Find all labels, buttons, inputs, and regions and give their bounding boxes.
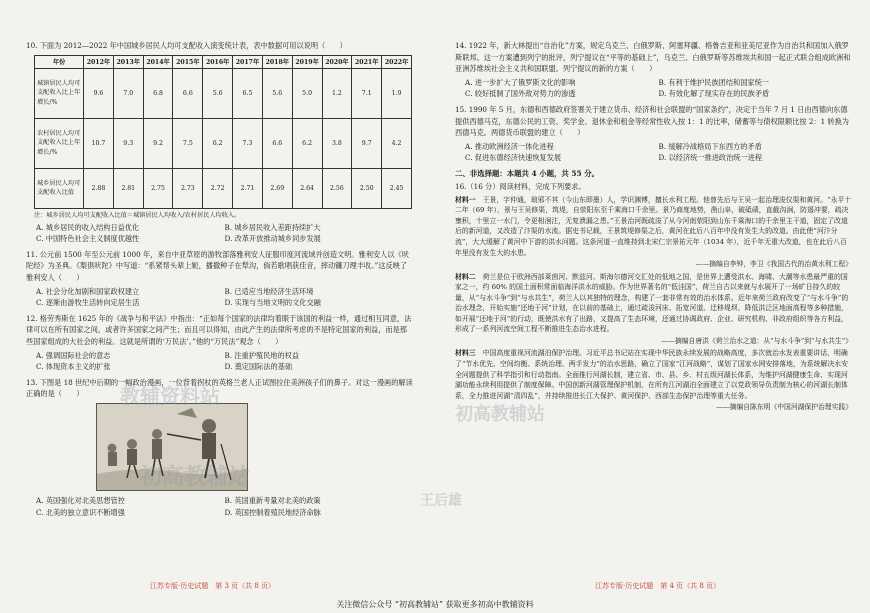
- table-cell: 7.0: [113, 68, 143, 118]
- right-page: [435, 0, 870, 613]
- table-header: 2015年: [173, 55, 203, 68]
- table-row: [35, 168, 412, 208]
- option-c[interactable]: C. 促进东德经济快速恢复发展: [465, 153, 562, 163]
- table-cell: 2.75: [143, 168, 173, 208]
- q10-options: [36, 222, 413, 245]
- bottom-banner: 关注微信公众号 “初高教辅站” 获取更多初高中教辅资料: [336, 600, 534, 609]
- option-b[interactable]: B. 缓解冷战格局下东西方的矛盾: [658, 141, 762, 151]
- q15-stem: 15. 1990 年 5 月，东德和西德政府签署关于建立货币、经济和社会联盟的“国家条约”，决定于当年 7 月 1 日由西德向东德提供西德马克，东德公民的工资、奖学金、退休金和租金等经常性收入按 1：1 的比率，储蓄等与债权限额比按 2：1 转换为西德马克。两德货币联盟的建立（ ）: [455, 104, 849, 138]
- option-b[interactable]: B. 英国重新考量对北美的政策: [224, 495, 321, 505]
- option-c[interactable]: C. 较好抵制了国外敌对势力的渗透: [465, 89, 576, 99]
- table-cell: 7.5: [173, 118, 203, 168]
- table-header: 2013年: [113, 55, 143, 68]
- option-b[interactable]: B. 有利于维护民族团结和国家统一: [658, 77, 769, 87]
- table-cell: 5.6: [203, 68, 233, 118]
- q12-stem: 12. 格劳秀斯在 1625 年的《战争与和平法》中指出：“正如每个国家的法律均着眼于该国的利益一样，通过相互同意，法律可以在所有国家之间，或者许多国家之间产生；而且可以得知，由此产生的法律所考虑的不是特定国家的利益，而是那些国家组成的大社会的利益。这就是所谓的‘万民法’。”他的“万民法”观念（ ）: [26, 313, 412, 346]
- table-header: 2016年: [203, 55, 233, 68]
- table-note: 注：城乡居民人均可支配收入比值＝城镇居民人均收入/农村居民人均收入。: [34, 211, 241, 219]
- option-d[interactable]: D. 有效化解了现实存在的民族矛盾: [658, 89, 770, 99]
- option-a[interactable]: A. 强调国际社会的意志: [36, 350, 111, 360]
- table-header: 年份: [35, 55, 84, 68]
- table-header: 2012年: [84, 55, 114, 68]
- income-table: [34, 55, 412, 209]
- table-header: 2021年: [352, 55, 382, 68]
- table-cell: 2.81: [113, 168, 143, 208]
- material-1-source: ——摘编自李钟，李卫《我国古代的治黄水利工程》: [695, 260, 852, 269]
- table-row: [35, 118, 412, 168]
- watermark: 教辅资料站: [120, 384, 220, 408]
- q12-options: [36, 350, 413, 373]
- q16-stem: 16.（16 分）阅读材料，完成下列要求。: [455, 181, 586, 191]
- material-2-label: 材料二: [455, 272, 476, 281]
- q13-stem: 13. 下图是 18 世纪中后期的一幅政治漫画，一位背着拐杖的英格兰老人正试图拉住美洲孩子们的鼻子。对这一漫画的解读正确的是（ ）: [26, 377, 413, 399]
- option-b[interactable]: B. 城乡居民收入差距持续扩大: [224, 222, 321, 232]
- table-cell: 6.5: [233, 68, 263, 118]
- q11-options: [36, 286, 413, 309]
- option-a[interactable]: A. 进一步扩大了俄罗斯文化的影响: [465, 77, 576, 87]
- material-3: [455, 348, 852, 401]
- table-cell: 5.0: [292, 68, 322, 118]
- material-1-text: 王景，字仲通，琅邪不其（今山东即墨）人，学识渊博，擅长水利工程。他曾先后与王吴一起治理浚仪渠和黄河。“永平十二年（69 年），景与王吴修渠，筑堤，自荥阳东至千乘海口千余里。景乃商度地势，凿山阜，破砥碛，直截沟涧，防遏冲要，疏决壅积，十里立一水门，令更相洄注，无复溃漏之患。”王景治河既疏浚了从今河南荥阳到山东千乘海口的千余里主干道，固定了改道后的新河道，又改造了汴渠的水流。据史书记载，王景筑堤修渠之后，黄河在此后八百年中没有发生大的改道。由此使“河汴分流”，大大缓解了黄河中下游的洪水问题。这条河道一直维持到北宋仁宗景祐元年（1034 年），近千年无重大改道，也在此后八百年里没有发生大的水患。: [455, 195, 852, 257]
- option-d[interactable]: D. 实现与当地文明的文化交融: [224, 298, 321, 308]
- table-cell: 10.7: [84, 118, 114, 168]
- table-cell: 2.45: [382, 168, 412, 208]
- table-cell: 6.6: [262, 118, 292, 168]
- table-cell: 9.6: [84, 68, 114, 118]
- option-a[interactable]: A. 社会分化加剧和国家政权建立: [36, 286, 140, 296]
- table-cell: 5.6: [262, 68, 292, 118]
- table-cell: 1.9: [382, 68, 412, 118]
- watermark-logo: 王后雄: [420, 493, 462, 509]
- q13-options: [36, 495, 413, 518]
- q10-stem: 10. 下面为 2012—2022 年中国城乡居民人均可支配收入演变统计表，表中数据可用以说明（ ）: [26, 41, 347, 50]
- watermark: 初高教辅站: [455, 404, 545, 425]
- table-header: 2017年: [233, 55, 263, 68]
- page-footer-left: 江苏专版·历史试题 第 3 页（共 8 页）: [150, 582, 276, 590]
- table-header: 2018年: [262, 55, 292, 68]
- cartoon-illustration: [97, 404, 247, 490]
- table-cell: 7.3: [233, 118, 263, 168]
- row-label: 农村居民人均可支配收入比上年增长/%: [35, 118, 84, 168]
- material-3-source: ——摘编自陈东明《中国河湖保护治理实践》: [716, 403, 852, 412]
- table-cell: 2.69: [262, 168, 292, 208]
- table-cell: 6.2: [292, 118, 322, 168]
- option-a[interactable]: A. 城乡居民的收入结构日益优化: [36, 222, 140, 232]
- q14-stem: 14. 1922 年，新大林提出“自治化”方案，规定乌克兰、白俄罗斯、阿塞拜疆、格鲁吉亚和亚美尼亚作为自治共和国加入俄罗斯联邦。这一方案遭到列宁的批评，列宁提议在“平等的基础上”，乌克兰、白俄罗斯等苏维埃共和国一起正式联合组成欧洲和亚洲苏维埃社会主义共和国联盟。列宁提议的新的方案（ ）: [455, 41, 851, 74]
- row-label: 城乡居民人均可支配收入比值: [35, 168, 84, 208]
- q11-stem: 11. 公元前 1500 年至公元前 1000 年，来自中亚草原的游牧部落雅利安人征服印度河流域并创造文明。雅利安人以《吠陀经》为圣典。《梨俱吠陀》中写道：“系紧帮头辈上轭，播撒种子在犁沟，倘若歌唱获佳音，摔动镰刀理丰收。”这反映了雅利安人（ ）: [26, 249, 409, 282]
- section-heading: 二、非选择题：本题共 4 小题，共 55 分。: [455, 168, 599, 178]
- political-cartoon: [96, 403, 251, 491]
- material-3-label: 材料三: [455, 349, 476, 358]
- material-1: [455, 195, 852, 259]
- table-cell: 2.50: [352, 168, 382, 208]
- material-1-label: 材料一: [455, 195, 476, 204]
- option-c[interactable]: C. 逐渐由游牧生活转向定居生活: [36, 298, 140, 308]
- watermark: 初高教辅站: [140, 465, 251, 490]
- table-cell: 2.88: [84, 168, 114, 208]
- table-cell: 3.8: [322, 118, 352, 168]
- table-header: 2014年: [143, 55, 173, 68]
- table-cell: 9.7: [352, 118, 382, 168]
- option-b[interactable]: B. 已适应当地经济生活环境: [224, 286, 314, 296]
- table-header: 2022年: [382, 55, 412, 68]
- row-label: 城镇居民人均可支配收入比上年增长/%: [35, 68, 84, 118]
- table-cell: 6.2: [203, 118, 233, 168]
- q14-options: [465, 77, 852, 100]
- table-cell: 2.73: [173, 168, 203, 208]
- table-cell: 9.2: [143, 118, 173, 168]
- table-cell: 4.2: [382, 118, 412, 168]
- option-a[interactable]: A. 英国强化对北美思想管控: [36, 495, 125, 505]
- table-cell: 6.6: [173, 68, 203, 118]
- table-cell: 2.72: [203, 168, 233, 208]
- table-cell: 2.71: [233, 168, 263, 208]
- material-2-source: ——摘编自唐洪《荷兰治水之道：从“与水斗争”到“与水共生”》: [661, 337, 852, 346]
- option-c[interactable]: C. 北美的独立意识不断增强: [36, 507, 125, 517]
- material-3-text: 中国高度重视河流湖泊保护治理。习近平总书记站在实现中华民族永续发展的战略高度，多次就治水发表重要讲话，明确了“节水优先、空间均衡、系统治理、两手发力”的治水思路，确立了国家“江河战略”，谋划了国家水网安排落地，为系统解决水安全问题提供了科学指引和行动指南。全面推行河湖长制，建立省、市、县、乡、村五级河湖长体系，为维护河湖健康生命、实现河湖功能永续利用提供了制度保障。中国创新河湖管理保护机制，在所有江河湖泊全面建立了以党政领导负责制为核心的河湖长制体系，全力推进河湖“清四乱”，并持续推进长江大保护、黄河保护、西部生态保护治理等重大任务。: [455, 349, 849, 400]
- option-d[interactable]: D. 英国控制着殖民地经济命脉: [224, 507, 321, 517]
- option-d[interactable]: D. 奠定国际法的基础: [224, 362, 293, 372]
- table-cell: 1.2: [322, 68, 352, 118]
- table-cell: 9.3: [113, 118, 143, 168]
- option-d[interactable]: D. 以经济统一推进政治统一进程: [658, 153, 763, 163]
- table-header: 2019年: [292, 55, 322, 68]
- option-b[interactable]: B. 注重护殖民地的权益: [224, 350, 300, 360]
- table-header-row: [35, 55, 412, 68]
- material-2: [455, 272, 852, 336]
- q15-options: [465, 141, 852, 164]
- table-cell: 2.64: [292, 168, 322, 208]
- table-cell: 6.8: [143, 68, 173, 118]
- table-cell: 7.1: [352, 68, 382, 118]
- table-cell: 2.56: [322, 168, 352, 208]
- material-2-text: 荷兰是位于欧洲西部莱茵河、默兹河、斯海尔德河交汇处的低地之国，是世界上遭受洪水、海啸、大潮等水患最严重的国家之一，约 60% 的国土面积常面临海洋洪水的威胁。作为世界著名的“低洼国”，荷兰自古以来就与水展开了一场旷日持久的较量，从“与水斗争”到“与水共生”，荷兰人以其独特的理念，构建了一套非常有效的治水体系。近年来荷兰政府改变了“与水斗争”的治水理念，开始实施“还地于河”计划，在以前的基础上，通过疏浚河床、拓宽河道、迁移堤坝、降低洪泛区地面高程等多种措施，如开展“还地于河”的行动，既使洪水有了出路，又提高了生态环境，还通过协调政府、企业、研究机构、非政府组织等各方利益，形成了一系列河流空间工程不断推进生态治水进程。: [455, 272, 849, 334]
- page-footer-right: 江苏专版·历史试题 第 4 页（共 8 页）: [595, 582, 721, 590]
- option-a[interactable]: A. 推动欧洲经济一体化进程: [465, 141, 554, 151]
- table-row: [35, 68, 412, 118]
- option-d[interactable]: D. 改革开放推动城乡同步发展: [224, 234, 321, 244]
- table-header: 2020年: [322, 55, 352, 68]
- option-c[interactable]: C. 中国特色社会主义制度优越性: [36, 234, 140, 244]
- option-c[interactable]: C. 体现资本主义的扩张: [36, 362, 111, 372]
